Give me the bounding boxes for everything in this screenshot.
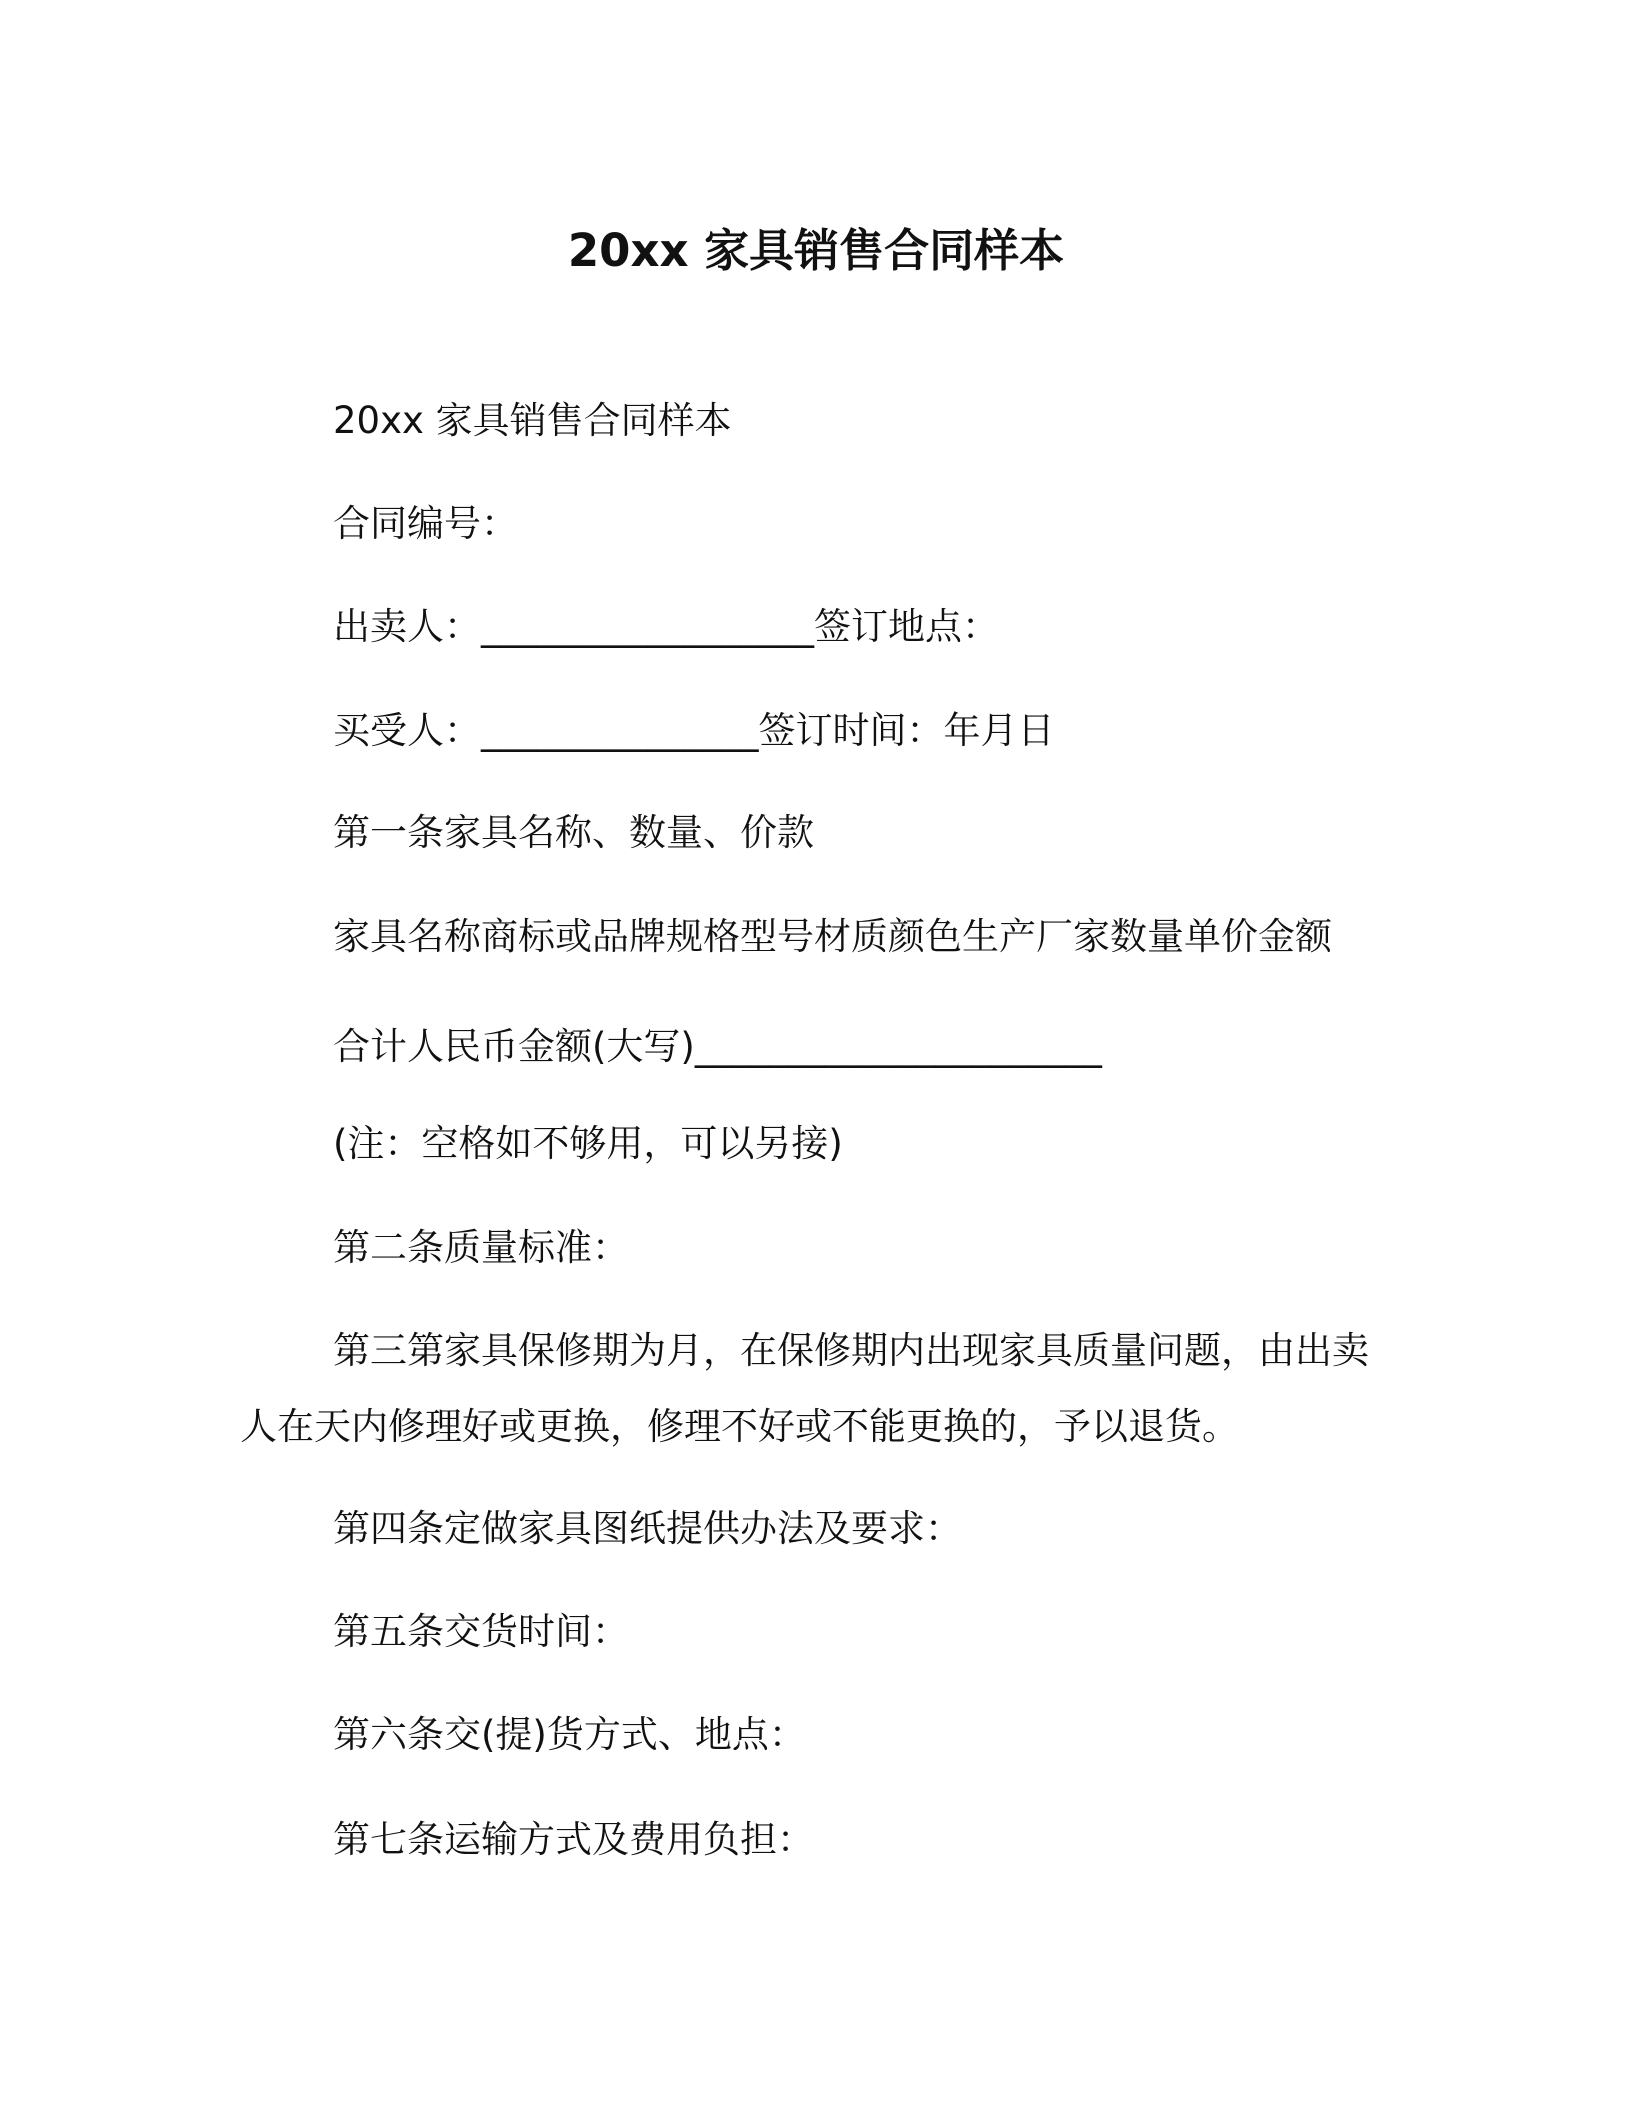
clause-6: 第六条交(提)货方式、地点： (333, 1713, 806, 1756)
total-amount-line: 合计人民币金额(大写)______________________ (333, 1025, 1102, 1068)
clause-3-line-1: 第三第家具保修期为月，在保修期内出现家具质量问题，由出卖 (333, 1329, 1369, 1372)
clause-1-heading: 第一条家具名称、数量、价款 (333, 811, 814, 854)
clause-7: 第七条运输方式及费用负担： (333, 1818, 814, 1861)
clause-4: 第四条定做家具图纸提供办法及要求： (333, 1507, 962, 1550)
clause-2: 第二条质量标准： (333, 1226, 629, 1269)
contract-number-line: 合同编号： (333, 502, 518, 545)
document-subtitle: 20xx 家具销售合同样本 (333, 399, 732, 442)
buyer-line: 买受人：_______________签订时间：年月日 (333, 709, 1055, 752)
note-line: (注：空格如不够用，可以另接) (333, 1122, 843, 1165)
furniture-table-header: 家具名称商标或品牌规格型号材质颜色生产厂家数量单价金额 (333, 915, 1332, 958)
clause-3-line-2: 人在天内修理好或更换，修理不好或不能更换的，予以退货。 (240, 1405, 1239, 1448)
seller-line: 出卖人：__________________签订地点： (333, 605, 999, 648)
document-title: 20xx 家具销售合同样本 (567, 224, 1065, 277)
clause-5: 第五条交货时间： (333, 1610, 629, 1653)
